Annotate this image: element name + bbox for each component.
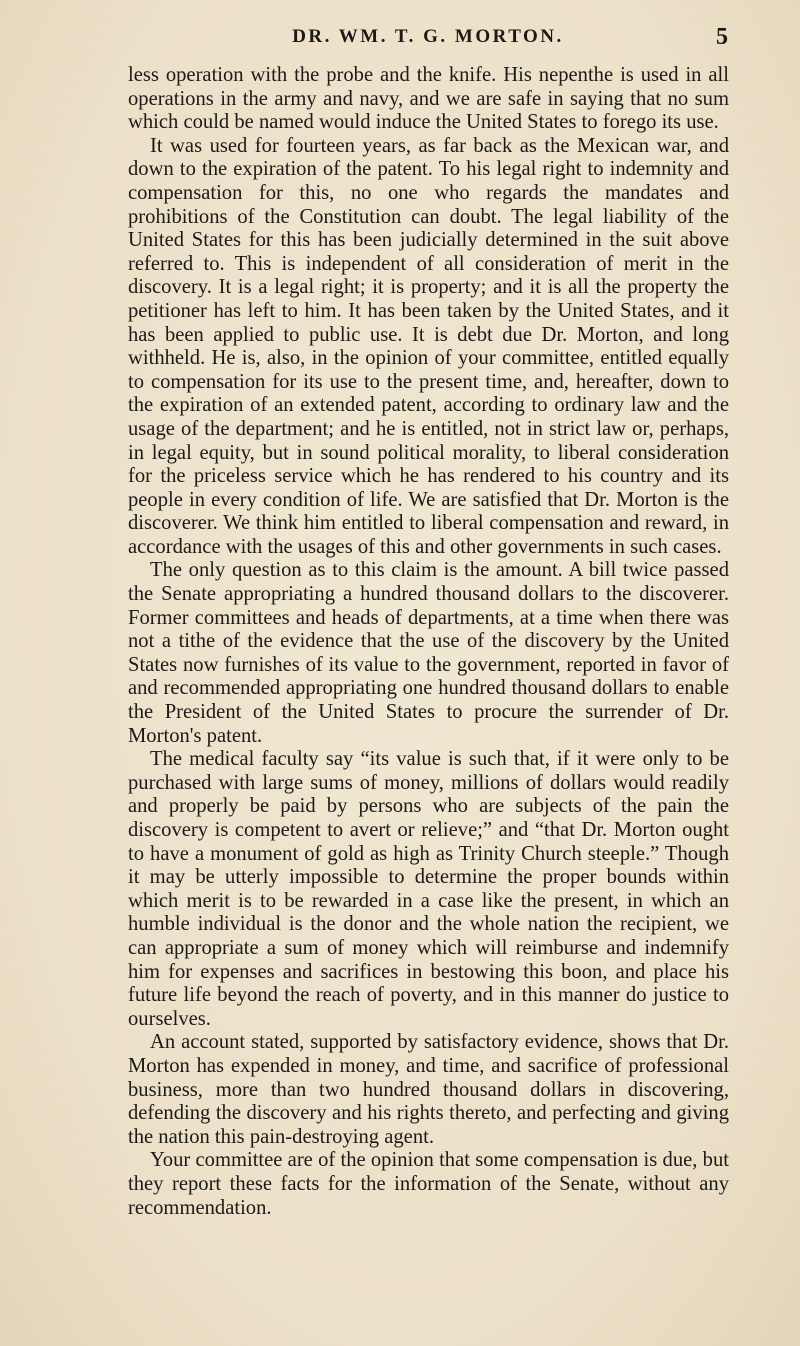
- body-text: [128, 64, 729, 1220]
- page-number: 5: [716, 24, 728, 50]
- paragraph-5: An account stated, supported by satisfactory evidence, shows that Dr. Morton has expended in money, and time, and sacrifice of professional business, more than two hundred thousand dollars in discovering, defending the discovery and his rights thereto, and perfecting and giving the nation this pain-destroying agent.: [128, 1031, 729, 1148]
- paragraph-2: It was used for fourteen years, as far back as the Mexican war, and down to the expiration of the patent. To his legal right to indemnity and compensation for this, no one who regards the mandates and prohibitions of the Constitution can doubt. The legal liability of the United States for this has been judicially determined in the suit above referred to. This is independent of all consideration of merit in the discovery. It is a legal right; it is property; and it is all the property the petitioner has left to him. It has been taken by the United States, and it has been applied to public use. It is debt due Dr. Morton, and long withheld. He is, also, in the opinion of your committee, entitled equally to compensation for its use to the present time, and, hereafter, down to the expiration of an extended patent, according to ordinary law and the usage of the department; and he is entitled, not in strict law or, perhaps, in legal equity, but in sound political morality, to liberal consideration for the priceless service which he has rendered to his country and its people in every condition of life. We are satisfied that Dr. Morton is the discoverer. We think him entitled to liberal compensation and reward, in accordance with the usages of this and other governments in such cases.: [128, 134, 729, 558]
- page-header: [128, 26, 728, 52]
- paragraph-3: The only question as to this claim is the amount. A bill twice passed the Senate appropriating a hundred thousand dollars to the discoverer. Former committees and heads of departments, at a time when there was not a tithe of the evidence that the use of the discovery by the United States now furnishes of its value to the government, reported in favor of and recommended appropriating one hundred thousand dollars to enable the President of the United States to procure the surrender of Dr. Morton's patent.: [128, 559, 729, 747]
- paragraph-6: Your committee are of the opinion that some compensation is due, but they report these facts for the information of the Senate, without any recommendation.: [128, 1149, 729, 1219]
- paragraph-4: The medical faculty say “its value is such that, if it were only to be purchased with large sums of money, millions of dollars would readily and properly be paid by persons who are subjects of the pain the discovery is competent to avert or relieve;” and “that Dr. Morton ought to have a monument of gold as high as Trinity Church steeple.” Though it may be utterly impossible to determine the proper bounds within which merit is to be rewarded in a case like the present, in which an humble individual is the donor and the whole nation the recipient, we can appropriate a sum of money which will reimburse and indemnify him for expenses and sacrifices in bestowing this boon, and place his future life beyond the reach of poverty, and in this manner do justice to ourselves.: [128, 748, 729, 1030]
- running-head: DR. WM. T. G. MORTON.: [292, 26, 564, 47]
- paragraph-1: less operation with the probe and the knife. His nepenthe is used in all operations in the army and navy, and we are safe in saying that no sum which could be named would induce the United States to forego its use.: [128, 64, 729, 134]
